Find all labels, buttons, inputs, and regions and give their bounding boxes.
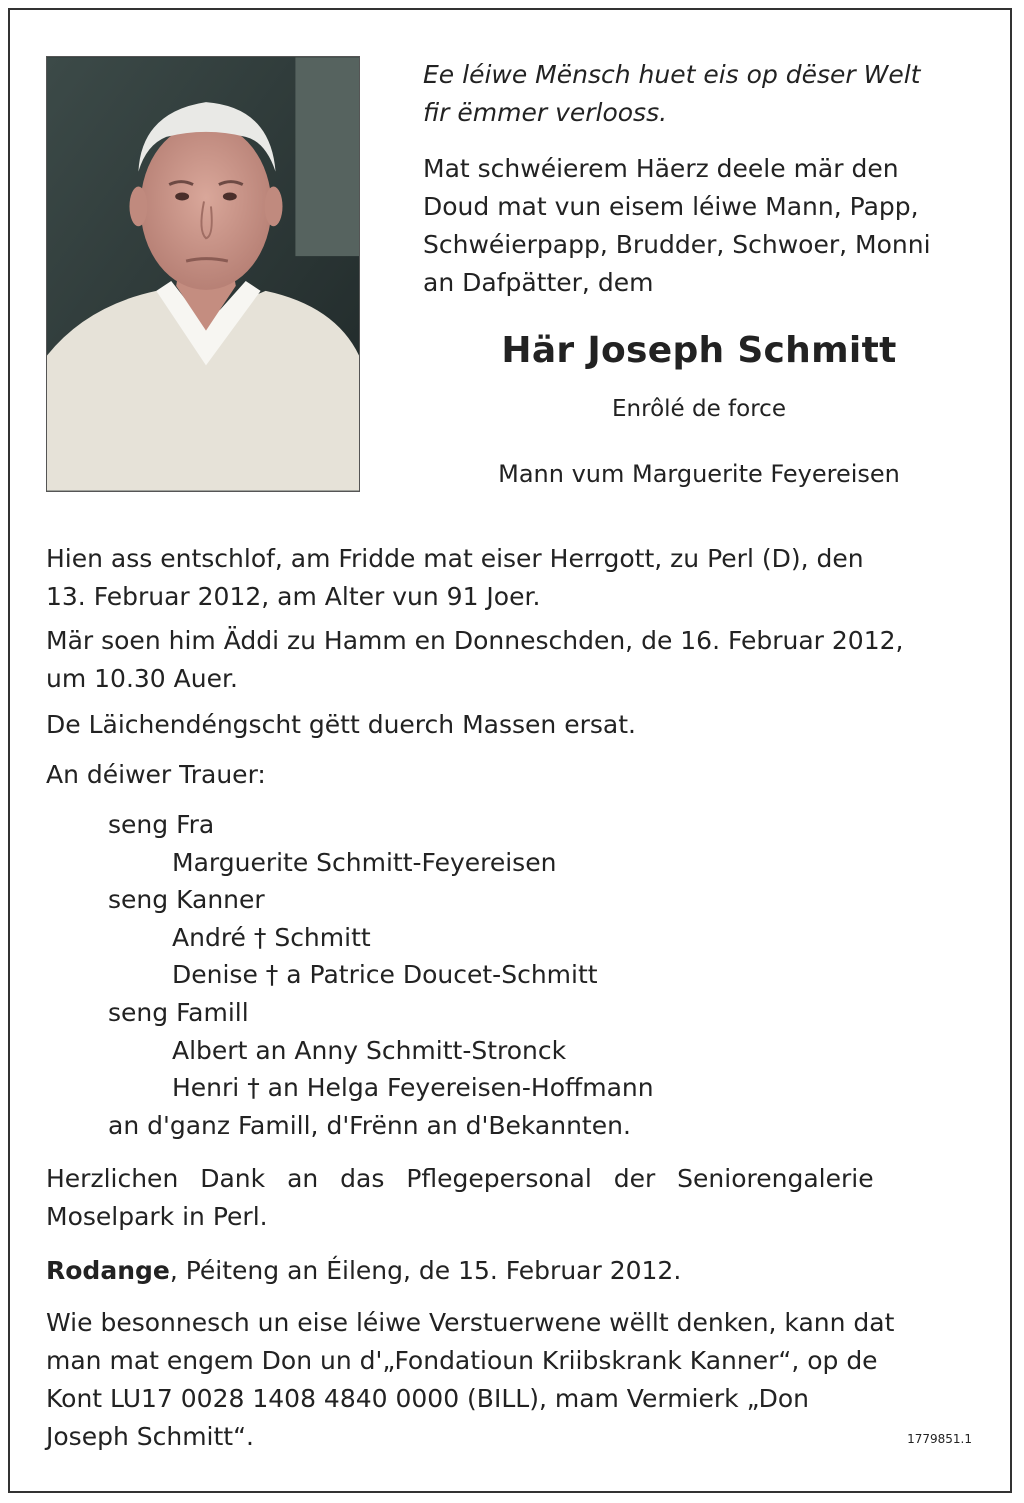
message-line: an Dafpätter, dem	[423, 268, 654, 297]
message-line: Mat schwéierem Häerz deele mär den	[423, 154, 899, 183]
donation-line: man mat engem Don un d'„Fondatioun Kriibskrank Kanner“, op de	[46, 1346, 878, 1375]
mourner-name: Albert an Anny Schmitt-Stronck	[172, 1035, 567, 1065]
donation-line: Wie besonnesch un eise léiwe Verstuerwene wëllt denken, kann dat	[46, 1308, 895, 1337]
death-line: 13. Februar 2012, am Alter vun 91 Joer.	[46, 582, 541, 611]
mass-notice	[46, 706, 976, 744]
portrait-photo-icon	[47, 57, 359, 491]
mourner-name: André † Schmitt	[172, 922, 371, 952]
announcement-message	[423, 150, 975, 302]
thanks-note	[46, 1160, 976, 1236]
mourners-list	[46, 806, 654, 1144]
mourners-heading: An déiwer Trauer:	[46, 760, 266, 789]
mourner-name: Denise † a Patrice Doucet-Schmitt	[172, 960, 598, 990]
intro-line: fir ëmmer verlooss.	[423, 98, 668, 127]
deceased-name: Här Joseph Schmitt	[501, 330, 897, 371]
mass-line: De Läichendéngscht gëtt duerch Massen ersat.	[46, 710, 636, 739]
mourner-group-label: seng Kanner	[108, 885, 265, 915]
town-name: Rodange	[46, 1256, 170, 1285]
funeral-line: Mär soen him Äddi zu Hamm en Donneschden, de 16. Februar 2012,	[46, 626, 904, 655]
mourner-group-label: seng Fra	[108, 810, 215, 839]
mourner-name: Henri † an Helga Feyereisen-Hoffmann	[172, 1073, 654, 1103]
intro-verse	[423, 56, 975, 132]
deceased-subtitle: Enrôlé de force	[612, 396, 786, 422]
death-notice	[46, 540, 976, 616]
message-line: Schwéierpapp, Brudder, Schwoer, Monni	[423, 230, 931, 259]
spouse-line: Mann vum Marguerite Feyereisen	[498, 460, 900, 488]
date-text: , Péiteng an Éileng, de 15. Februar 2012.	[169, 1256, 682, 1285]
donation-note	[46, 1304, 976, 1456]
mourner-group-label: seng Famill	[108, 997, 249, 1027]
portrait-photo	[46, 56, 360, 492]
death-line: Hien ass entschlof, am Fridde mat eiser Herrgott, zu Perl (D), den	[46, 544, 864, 573]
message-line: Doud mat vun eisem léiwe Mann, Papp,	[423, 192, 919, 221]
donation-line: Kont LU17 0028 1408 4840 0000 (BILL), mam Vermierk „Don	[46, 1384, 810, 1413]
thanks-line: Moselpark in Perl.	[46, 1202, 268, 1231]
reference-number: 1779851.1	[907, 1432, 972, 1446]
intro-line: Ee léiwe Mënsch huet eis op dëser Welt	[423, 60, 921, 89]
mourner-name: Marguerite Schmitt-Feyereisen	[172, 847, 557, 877]
funeral-notice	[46, 622, 976, 698]
place-date	[46, 1252, 976, 1290]
funeral-line: um 10.30 Auer.	[46, 664, 238, 693]
donation-line: Joseph Schmitt“.	[46, 1422, 254, 1451]
mourner-closing: an d'ganz Famill, d'Frënn an d'Bekannten.	[108, 1110, 631, 1140]
thanks-line: Herzlichen Dank an das Pflegepersonal der Seniorengalerie	[46, 1164, 874, 1193]
